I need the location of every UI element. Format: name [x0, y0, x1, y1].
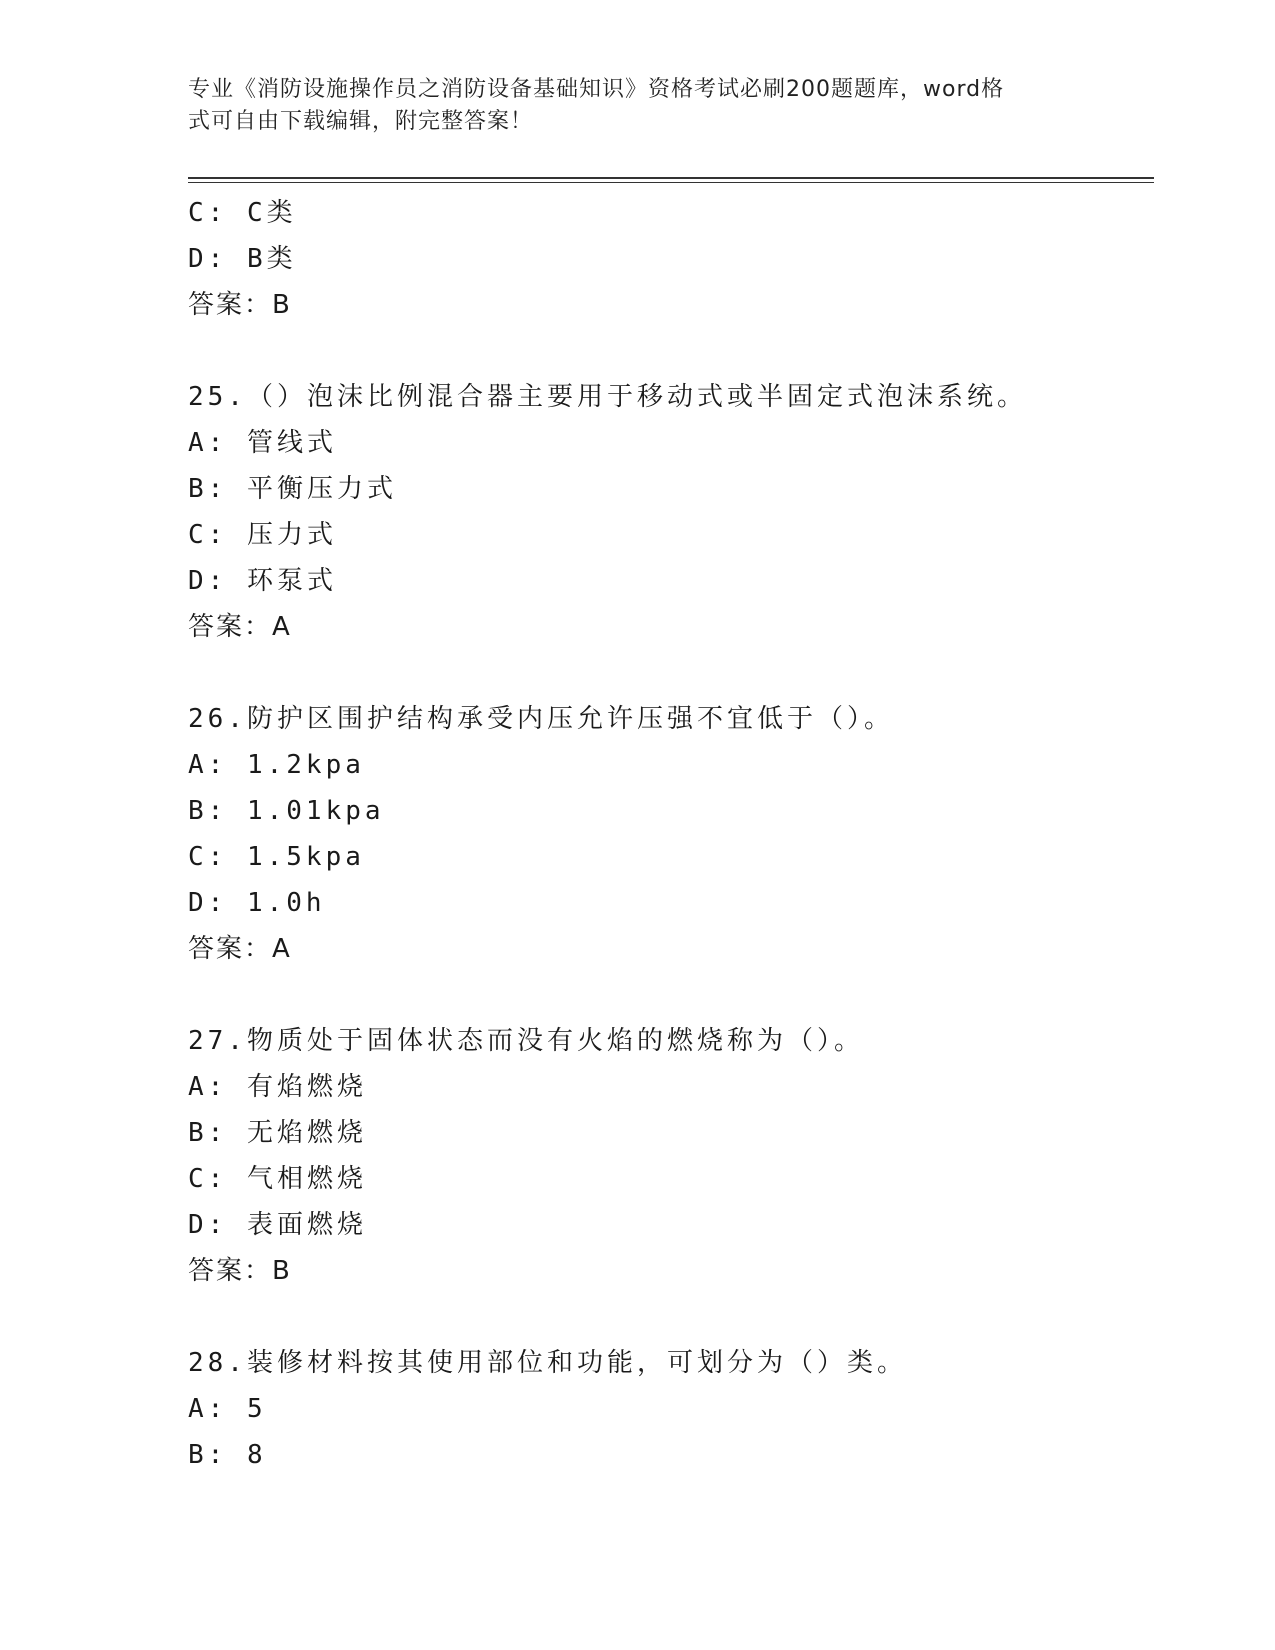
answer: 答案：B	[188, 290, 292, 320]
header-line-2: 式可自由下载编辑，附完整答案！	[188, 109, 534, 134]
option-d: D: 表面燃烧	[188, 1210, 367, 1240]
option-c: C: C类	[188, 198, 297, 228]
spacer	[188, 1294, 1158, 1340]
answer: 答案：B	[188, 1256, 292, 1286]
question-stem: 26.防护区围护结构承受内压允许压强不宜低于（）。	[188, 704, 894, 734]
header-rule-thin	[188, 182, 1154, 183]
question-list	[188, 190, 1158, 1478]
spacer	[188, 650, 1158, 696]
option-c: C: 1.5kpa	[188, 842, 365, 872]
option-d: D: 环泵式	[188, 566, 337, 596]
option-a: A: 1.2kpa	[188, 750, 365, 780]
question-stem: 28.装修材料按其使用部位和功能，可划分为（）类。	[188, 1348, 907, 1378]
option-a: A: 5	[188, 1394, 267, 1424]
option-a: A: 有焰燃烧	[188, 1072, 367, 1102]
option-c: C: 气相燃烧	[188, 1164, 367, 1194]
option-b: B: 8	[188, 1440, 267, 1470]
option-a: A: 管线式	[188, 428, 337, 458]
question-stem: 27.物质处于固体状态而没有火焰的燃烧称为（）。	[188, 1026, 864, 1056]
option-b: B: 平衡压力式	[188, 474, 397, 504]
option-d: D: B类	[188, 244, 297, 274]
option-b: B: 1.01kpa	[188, 796, 385, 826]
header-line-1: 专业《消防设施操作员之消防设备基础知识》资格考试必刷200题题库，word格	[188, 77, 1005, 102]
option-d: D: 1.0h	[188, 888, 326, 918]
answer: 答案：A	[188, 612, 292, 642]
option-b: B: 无焰燃烧	[188, 1118, 367, 1148]
header-rule-thick	[188, 177, 1154, 179]
spacer	[188, 328, 1158, 374]
spacer	[188, 972, 1158, 1018]
option-c: C: 压力式	[188, 520, 337, 550]
question-stem: 25.（）泡沫比例混合器主要用于移动式或半固定式泡沫系统。	[188, 382, 1027, 412]
document-header	[188, 74, 1088, 138]
answer: 答案：A	[188, 934, 292, 964]
